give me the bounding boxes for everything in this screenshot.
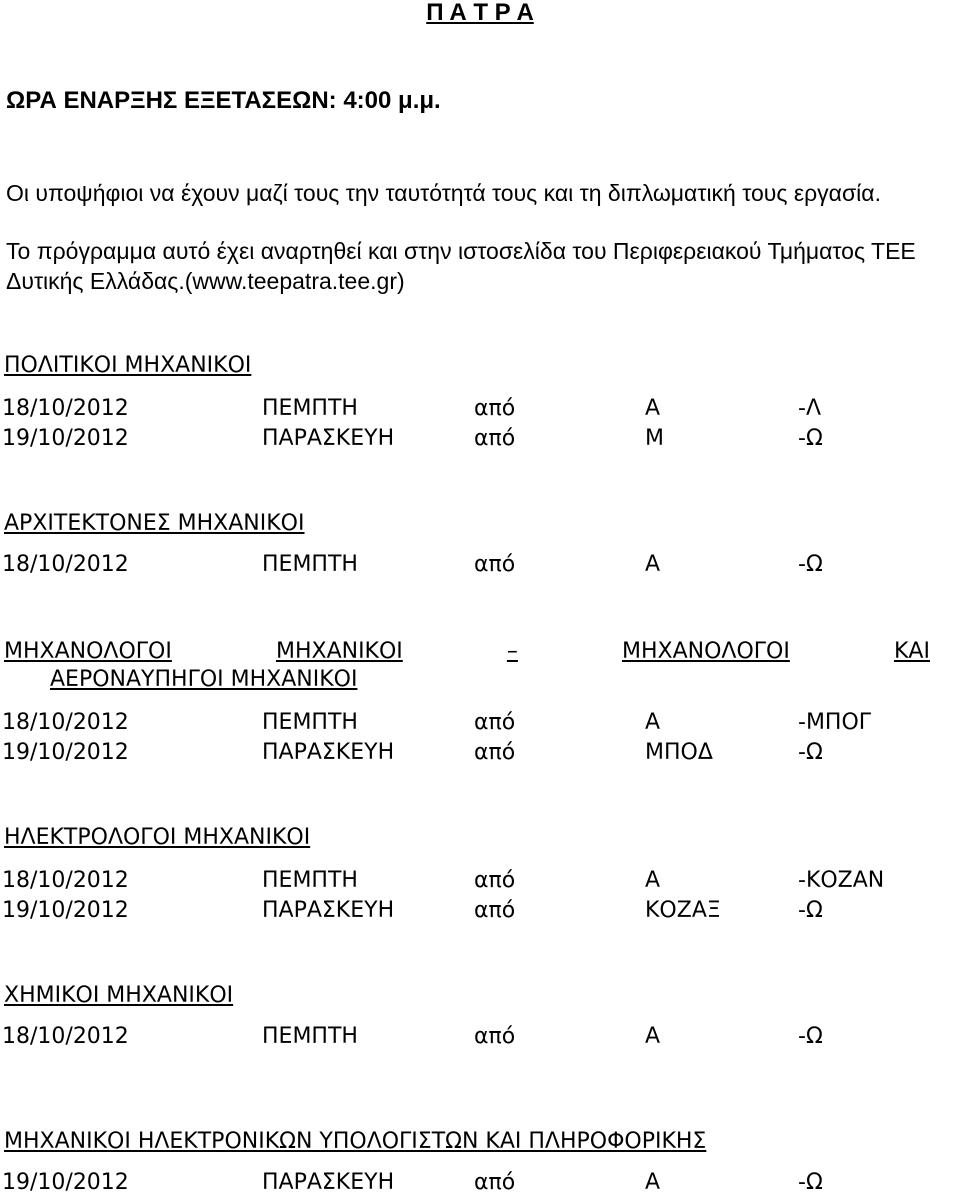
row-start-letter: ΚΟΖΑΞ [645, 898, 721, 923]
row-start-letter: Α [645, 1170, 661, 1195]
row-from: από [474, 1170, 516, 1195]
row-end-letter: -Ω [798, 740, 823, 765]
row-day: ΠΕΜΠΤΗ [262, 710, 358, 735]
row-end-letter: -Ω [798, 1024, 823, 1049]
row-end-letter: -Ω [798, 1170, 823, 1195]
schedule-row [0, 394, 960, 424]
schedule-row [0, 550, 960, 580]
row-date: 18/10/2012 [2, 1024, 129, 1049]
row-date: 18/10/2012 [2, 710, 129, 735]
row-end-letter: -Ω [798, 898, 823, 923]
heading-word: – [506, 639, 518, 664]
heading-word: ΜΗΧΑΝΙΚΟΙ [275, 639, 403, 664]
row-date: 19/10/2012 [2, 1170, 129, 1195]
row-from: από [474, 710, 516, 735]
row-from: από [474, 898, 516, 923]
schedule-row [0, 1168, 960, 1198]
row-end-letter: -ΜΠΟΓ [798, 710, 872, 735]
row-start-letter: Α [645, 396, 661, 421]
row-start-letter: Μ [645, 426, 664, 451]
row-date: 19/10/2012 [2, 898, 129, 923]
schedule-row [0, 866, 960, 896]
row-from: από [474, 426, 516, 451]
row-day: ΠΕΜΠΤΗ [262, 396, 358, 421]
section-heading-civil: ΠΟΛΙΤΙΚΟΙ ΜΗΧΑΝΙΚΟΙ [4, 353, 252, 378]
row-day: ΠΑΡΑΣΚΕΥΗ [262, 1170, 395, 1195]
row-from: από [474, 396, 516, 421]
row-start-letter: ΜΠΟΔ [645, 740, 713, 765]
schedule-row [0, 1022, 960, 1052]
row-end-letter: -Λ [798, 396, 821, 421]
row-day: ΠΑΡΑΣΚΕΥΗ [262, 898, 395, 923]
row-from: από [474, 1024, 516, 1049]
row-from: από [474, 740, 516, 765]
row-day: ΠΑΡΑΣΚΕΥΗ [262, 426, 395, 451]
row-end-letter: -Ω [798, 552, 823, 577]
row-start-letter: Α [645, 1024, 661, 1049]
row-start-letter: Α [645, 552, 661, 577]
row-date: 18/10/2012 [2, 868, 129, 893]
notice-id-thesis: Οι υποψήφιοι να έχουν μαζί τους την ταυτότητά τους και τη διπλωματική τους εργασία. [6, 180, 881, 206]
row-date: 18/10/2012 [2, 396, 129, 421]
exam-start-time: ΩΡΑ ΕΝΑΡΞΗΣ ΕΞΕΤΑΣΕΩΝ: 4:00 μ.μ. [6, 87, 441, 114]
row-start-letter: Α [645, 710, 661, 735]
row-end-letter: -Ω [798, 426, 823, 451]
schedule-row [0, 738, 960, 768]
schedule-row [0, 708, 960, 738]
schedule-row [0, 896, 960, 926]
row-start-letter: Α [645, 868, 661, 893]
row-date: 19/10/2012 [2, 740, 129, 765]
section-heading-mechanical-line2: ΑΕΡΟΝΑΥΠΗΓΟΙ ΜΗΧΑΝΙΚΟΙ [50, 667, 358, 692]
schedule-row [0, 424, 960, 454]
page-title: Π Α Τ Ρ Α [426, 0, 534, 26]
row-day: ΠΑΡΑΣΚΕΥΗ [262, 740, 395, 765]
row-day: ΠΕΜΠΤΗ [262, 868, 358, 893]
row-from: από [474, 552, 516, 577]
row-end-letter: -ΚΟΖΑΝ [798, 868, 885, 893]
section-heading-computer-engineering: ΜΗΧΑΝΙΚΟΙ ΗΛΕΚΤΡΟΝΙΚΩΝ ΥΠΟΛΟΓΙΣΤΩΝ ΚΑΙ ΠΛΗΡΟΦΟΡΙΚΗΣ [4, 1129, 707, 1154]
row-day: ΠΕΜΠΤΗ [262, 1024, 358, 1049]
notice-website: Το πρόγραμμα αυτό έχει αναρτηθεί και στην ιστοσελίδα του Περιφερειακού Τμήματος ΤΕΕ Δυτικής Ελλάδας.(www.teepatra.tee.gr) [6, 238, 916, 294]
section-heading-electrical: ΗΛΕΚΤΡΟΛΟΓΟΙ ΜΗΧΑΝΙΚΟΙ [4, 825, 311, 850]
section-heading-architects: ΑΡΧΙΤΕΚΤΟΝΕΣ ΜΗΧΑΝΙΚΟΙ [4, 511, 305, 536]
row-from: από [474, 868, 516, 893]
heading-word: ΜΗΧΑΝΟΛΟΓΟΙ [622, 639, 790, 664]
row-date: 18/10/2012 [2, 552, 129, 577]
section-heading-mechanical [4, 638, 930, 666]
heading-word: ΜΗΧΑΝΟΛΟΓΟΙ [4, 639, 172, 664]
heading-word: ΚΑΙ [893, 639, 930, 664]
row-day: ΠΕΜΠΤΗ [262, 552, 358, 577]
row-date: 19/10/2012 [2, 426, 129, 451]
section-heading-chemical: ΧΗΜΙΚΟΙ ΜΗΧΑΝΙΚΟΙ [4, 983, 234, 1008]
